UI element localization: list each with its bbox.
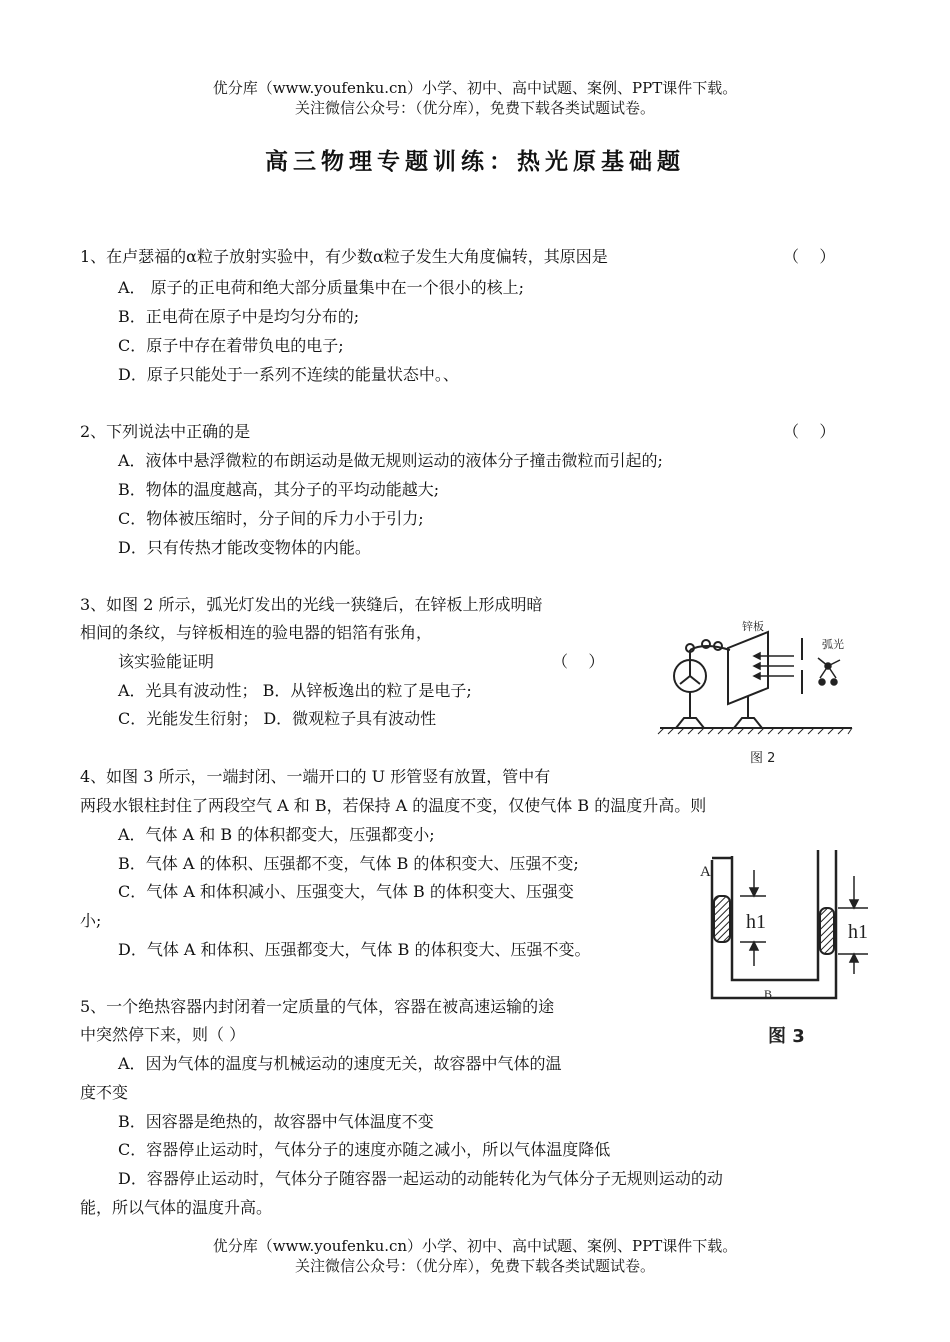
- q5-option-c: C．容器停止运动时，气体分子的速度亦随之减小，所以气体温度降低: [118, 1140, 611, 1159]
- arc-lamp: [818, 658, 840, 685]
- header-line-2: 关注微信公众号：（优分库），免费下载各类试题试卷。: [294, 99, 655, 117]
- page-header: [0, 78, 950, 118]
- q3-options-cd: C．光能发生衍射； D．微观粒子具有波动性: [118, 709, 437, 728]
- zinc-plate-stand: [728, 632, 768, 728]
- q1-stem: 1、在卢瑟福的α粒子放射实验中，有少数α粒子发生大角度偏转，其原因是: [80, 247, 608, 266]
- label-gas-a: A: [700, 864, 711, 880]
- q4-option-c-cont: 小;: [80, 911, 102, 930]
- q2-option-d: D．只有传热才能改变物体的内能。: [118, 538, 371, 557]
- q5-stem-line-1: 5、一个绝热容器内封闭着一定质量的气体，容器在被高速运输的途: [80, 997, 555, 1016]
- q2-option-b: B．物体的温度越高，其分子的平均动能越大;: [118, 480, 440, 499]
- q4-option-a: A．气体 A 和 B 的体积都变大，压强都变小;: [118, 825, 435, 844]
- q2-option-a: A．液体中悬浮微粒的布朗运动是做无规则运动的液体分子撞击微粒而引起的;: [118, 451, 663, 470]
- q5-option-a: A．因为气体的温度与机械运动的速度无关，故容器中气体的温: [118, 1054, 562, 1073]
- q5-option-d: D．容器停止运动时，气体分子随容器一起运动的动能转化为气体分子无规则运动的动: [118, 1169, 723, 1188]
- footer-line-2: 关注微信公众号：（优分库），免费下载各类试题试卷。: [294, 1257, 655, 1275]
- mercury-column-right: [820, 908, 834, 954]
- label-arc-light: 弧光: [822, 638, 844, 651]
- q1-option-c: C．原子中存在着带负电的电子;: [118, 336, 344, 355]
- q3-stem-line-2: 相间的条纹，与锌板相连的验电器的铝箔有张角，: [80, 623, 433, 642]
- q2-stem: 2、下列说法中正确的是: [80, 422, 251, 441]
- label-gas-b: B: [764, 987, 773, 1001]
- q5-option-b: B．因容器是绝热的，故容器中气体温度不变: [118, 1112, 434, 1131]
- header-line-1: 优分库（www.youfenku.cn）小学、初中、高中试题、案例、PPT课件下载。: [212, 79, 738, 97]
- figure-2-photoelectric-diagram: [656, 604, 856, 772]
- mercury-column-left: [714, 896, 730, 942]
- electroscope: [674, 640, 730, 728]
- q5-option-d-cont: 能，所以气体的温度升高。: [80, 1198, 273, 1217]
- q3-answer-paren: （ ）: [552, 652, 605, 671]
- page-title: 高三物理专题训练：热光原基础题: [265, 148, 685, 175]
- q4-option-b: B．气体 A 的体积、压强都不变，气体 B 的体积变大、压强不变;: [118, 854, 579, 873]
- q4-stem-line-1: 4、如图 3 所示，一端封闭、一端开口的 U 形管竖有放置，管中有: [80, 767, 551, 786]
- q1-option-b: B．正电荷在原子中是均匀分布的;: [118, 307, 360, 326]
- q4-option-c: C．气体 A 和体积减小、压强变大，气体 B 的体积变大、压强变: [118, 882, 574, 901]
- q3-stem-line-3: 该实验能证明: [118, 652, 215, 671]
- footer-line-1: 优分库（www.youfenku.cn）小学、初中、高中试题、案例、PPT课件下载。: [212, 1237, 738, 1255]
- q1-option-d: D．原子只能处于一系列不连续的能量状态中。、: [118, 365, 459, 384]
- figure-3-u-tube-diagram: [698, 846, 894, 1050]
- q3-options-ab: A．光具有波动性； B．从锌板逸出的粒了是电子;: [118, 681, 472, 700]
- q1-option-a: A． 原子的正电荷和绝大部分质量集中在一个很小的核上;: [118, 278, 525, 297]
- q2-answer-paren: （ ）: [783, 422, 836, 441]
- q5-stem-line-2: 中突然停下来，则（ ）: [80, 1025, 246, 1044]
- q5-option-a-cont: 度不变: [80, 1083, 129, 1102]
- page-footer: [0, 1236, 950, 1276]
- label-h1-right: h1: [848, 921, 868, 943]
- q4-stem-line-2: 两段水银柱封住了两段空气 A 和 B，若保持 A 的温度不变，仅使气体 B 的温度升高。则: [80, 796, 707, 815]
- q1-answer-paren: （ ）: [783, 247, 836, 266]
- q4-option-d: D．气体 A 和体积、压强都变大，气体 B 的体积变大、压强不变。: [118, 940, 591, 959]
- label-h1-left: h1: [746, 911, 766, 933]
- label-zinc-plate: 锌板: [742, 620, 764, 633]
- q3-stem-line-1: 3、如图 2 所示，弧光灯发出的光线一狭缝后，在锌板上形成明暗: [80, 595, 543, 614]
- light-ray-arrows: [754, 653, 794, 679]
- q2-option-c: C．物体被压缩时，分子间的斥力小于引力;: [118, 509, 424, 528]
- figure-3-caption: 图 3: [768, 1026, 805, 1047]
- figure-2-caption: 图 2: [750, 751, 776, 766]
